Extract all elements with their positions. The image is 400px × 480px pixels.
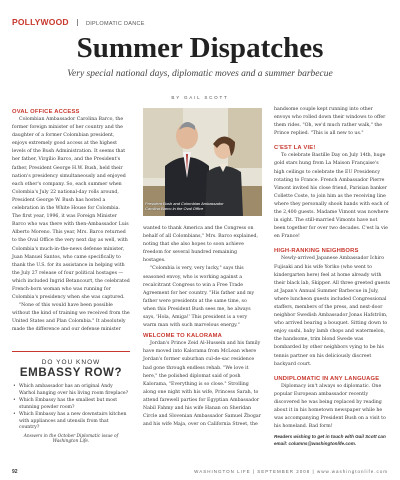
- section-label: DIPLOMATIC DANCE: [85, 21, 145, 27]
- paragraph: Colombian Ambassador Carolina Barco, the former foreign minister of her country and the daughter of a former Colombian president, enjoys extremely good access at the highest levels of the Bush Administration. It seems that her father, Virgilio Barco, and the President's father, President George H.W. Bush, held their nation's presidency simultaneously and enjoyed each other's company. So, each summer when Colombia's July 22 national-day rolls around, President George W. Bush has hosted a celebration in the White House for Colombia. The first year, 1996, it was Foreign Minister Barco who was there with then-Ambassador Luis Alberto Moreno. This year, Mrs. Barco returned to the Oval Office the very next day as well, with Colombia's much-in-the-news defense minister, Juan Manuel Santos, who came specifically to thank the U.S. for its assistance in helping with the July 27 release of four political hostages — which included Ingrid Betancourt, the celebrated French-born woman who was running for Colombia's presidency when she was captured.: [12, 117, 130, 301]
- column-2: [143, 225, 261, 429]
- paragraph: handsome couple kept running into other envoys who rolled down their windows to offer them rides. "Oh, we'd much rather walk," the Prince replied. "This is all new to us.": [274, 107, 386, 137]
- byline: BY GAIL SCOTT: [171, 95, 229, 100]
- callout-answers-note: Answers in the October Diplomatic issue of Washington Life.: [23, 433, 119, 444]
- callout-list: [12, 384, 130, 432]
- callout-headline: EMBASSY ROW?: [19, 367, 123, 379]
- embassy-row-callout: [12, 351, 130, 444]
- article-title: Summer Dispatches: [76, 32, 324, 64]
- column-1: [12, 106, 130, 335]
- paragraph: Jordan's Prince Zeid Al-Hussein and his family have moved into Kalorama from McLean where Jordan's former suburban cul-de-sac residence had gone through endless rehab. "We love it here," the polished diplomat said of posh Kalorama, "Everything is so close." Strolling along one night with his wife, Princess Sarah, to attend farewell parties for Egyptian Ambassador Nabil Fahmy and his wife Hanan on Sheridan Circle and Slovenian Ambassador Samuel Žbogar and his wife Maja, over on California Street, the: [143, 341, 261, 428]
- brand-label: POLLYWOOD: [12, 17, 69, 27]
- list-item: • Which Embassy has a new downstairs kitchen with appliances and utensils from that country?: [12, 412, 130, 432]
- heading-kalorama: WELCOME TO KALORAMA: [143, 333, 223, 340]
- article-subtitle: Very special national days, diplomatic moves and a summer barbecue: [67, 69, 333, 79]
- oval-office-photo: [143, 108, 262, 216]
- footer-publication: WASHINGTON LIFE | SEPTEMBER 2008 | www.washingtonlife.com: [194, 469, 388, 474]
- page-number: 92: [12, 469, 18, 475]
- column-3: [274, 106, 390, 447]
- paragraph: Newly-arrived Japanese Ambassador Ichiro Fujisaki and his wife Yoriko (who went to kindergarten here) feel at home already with their black lab, Skipper. All three greeted guests at Japan's Annual Summer Barbecue in July, where luncheon guests included Congressional staffers, members of the press, and next-door neighbor Swedish Ambassador Jonas Hafström, who arrived bearing a bouquet. Sitting down to enjoy sushi, baby lamb chops and watermelon, the handsome, trim blond Swede was bombarded by other neighbors vying to be his tennis partner on his deliciously discreet backyard court.: [274, 256, 390, 367]
- heading-cest-la-vie: C'EST LA VIE!: [274, 145, 316, 152]
- paragraph: To celebrate Bastille Day on July 14th, huge gold stars hung from La Maison Française's high ceilings to celebrate the EU Presidency rotating to France. French Ambassador Pierre Vimont invited his close friend, Parisian banker Collette Coste, to join him as the receiving line where they personally shook hands with each of the 2,400 guests. Madame Vimont was nowhere in sight. The still-married Vimonts have not been together for over two decades. C'est la vie en France!: [274, 153, 389, 240]
- list-item: • Which ambassador has an original Andy Warhol hanging over his living room fireplace?: [12, 384, 130, 397]
- list-item: • Which Embassy has the smallest but most stunning powder room?: [12, 398, 130, 411]
- header-divider: [77, 19, 78, 26]
- paragraph: "Colombia is very, very lucky," says this seasoned envoy, who is working against a recalcitrant Congress to win a Free Trade Agreement for her country. "His father and my father were presidents at the same time, so when this President Bush sees me, he always says, 'Hola, Amiga!' This president is a very warm man with such marvelous energy.": [143, 266, 255, 329]
- paragraph: Diplomacy isn't always so diplomatic. One popular European ambassador recently discovered he was being replaced by reading about it in his hometown newspaper while he was accompanying President Bush on a visit to his homeland. Bad form!: [274, 383, 386, 430]
- heading-oval-office: OVAL OFFICE ACCESS: [12, 109, 80, 115]
- page-header: [12, 10, 388, 27]
- paragraph: "None of this would have been possible without the kind of training we received from the United States and Plan Colombia." It absolutely made the difference and our defense minister: [12, 303, 130, 333]
- photo-illustration: [143, 108, 262, 216]
- paragraph: wanted to thank America and the Congress on behalf of all Colombians," Mrs. Barco explained, noting that she also hopes to soon achieve freedom for several hundred remaining hostages.: [143, 226, 259, 264]
- callout-kicker: DO YOU KNOW: [41, 359, 101, 366]
- heading-undiplomatic: UNDIPLOMATIC IN ANY LANGUAGE: [274, 375, 380, 382]
- page-footer: [12, 469, 388, 477]
- heading-high-ranking-neighbors: HIGH-RANKING NEIGHBORS: [274, 248, 359, 255]
- photo-caption: President Bush and Colombian Ambassador Carolina Barco in the Oval Office: [145, 201, 224, 211]
- reader-contact-note: Readers wishing to get in touch with Gail Scott can email: columns@washingtonlife.com.: [274, 434, 386, 446]
